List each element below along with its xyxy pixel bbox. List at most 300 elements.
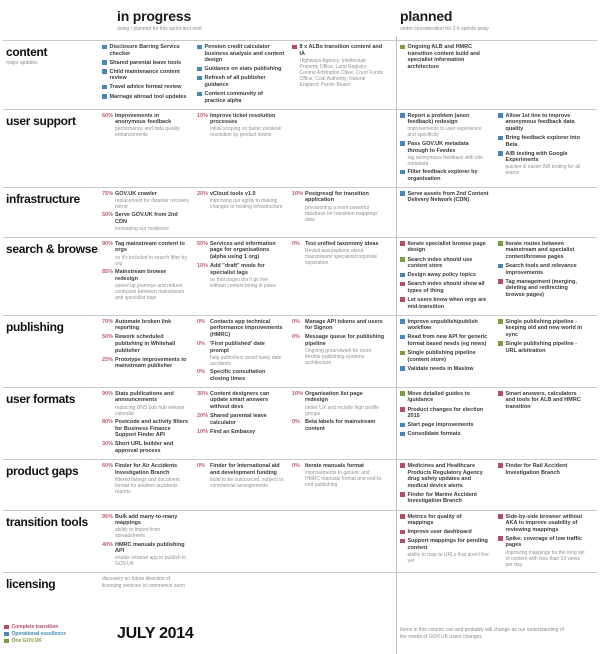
planned-subheading: under consideration for 3-6 sprints away	[400, 26, 489, 32]
category-cell-publishing	[3, 319, 102, 385]
item-title: Improve unpublish/publish workflow	[407, 318, 478, 332]
roadmap-item	[292, 241, 385, 266]
item-title: Metrics for quality of mappings	[407, 513, 462, 527]
item-title: Refresh of all publisher guidance	[204, 75, 266, 88]
item-title: Postcode and activity filters for Business Finance Support Finder API	[115, 419, 189, 439]
roadmap-item	[197, 191, 285, 210]
item-subtext: Initial scoping on faster zendesk resolution by product teams	[210, 126, 282, 139]
item-title: Filter feedback explorer by organisation	[407, 169, 478, 182]
status-square-pink	[292, 45, 297, 50]
status-square-pink	[498, 391, 503, 396]
roadmap-item	[102, 241, 190, 267]
row-licensing	[3, 572, 597, 620]
in-progress-column-3	[292, 463, 392, 508]
status-square-blue	[102, 85, 107, 90]
roadmap-item	[102, 441, 190, 454]
item-subtext: tag anonymous feedback with site metadata	[407, 154, 483, 167]
status-square-blue	[498, 113, 503, 118]
category-label: infrastructure	[6, 191, 80, 206]
item-body	[305, 463, 385, 488]
progress-percent: 0%	[292, 240, 300, 247]
item-body	[115, 441, 190, 454]
roadmap-item	[102, 44, 190, 57]
item-body	[102, 576, 190, 589]
roadmap-item	[102, 542, 190, 568]
planned-column-2	[496, 319, 595, 385]
in-progress-column-2	[197, 391, 292, 457]
item-body	[115, 241, 190, 267]
legend-square	[4, 632, 9, 637]
item-body	[408, 191, 490, 204]
progress-percent: 50%	[102, 212, 114, 219]
item-body	[408, 431, 490, 438]
roadmap-item	[292, 463, 385, 488]
date-label: JULY 2014	[117, 625, 194, 642]
item-body	[210, 429, 285, 436]
status-square-blue	[197, 92, 202, 97]
roadmap-item	[400, 241, 489, 254]
status-square-blue	[102, 60, 107, 65]
row-transition-tools	[3, 510, 597, 572]
in-progress-column-1	[102, 241, 197, 313]
roadmap-item	[102, 84, 190, 91]
item-body	[115, 113, 190, 139]
roadmap-item	[102, 60, 190, 67]
item-body	[110, 94, 191, 101]
progress-percent: 30%	[197, 390, 209, 397]
roadmap-item	[292, 319, 385, 332]
item-body	[110, 60, 191, 67]
roadmap-item	[102, 357, 190, 370]
in-progress-column-1	[102, 44, 197, 107]
item-title: Disclosure Barring Service checker	[109, 44, 180, 57]
item-title: Contacts app technical performance improvements (HMRC)	[210, 318, 283, 338]
item-title: Design away policy topics	[407, 272, 476, 279]
item-title: Content community of practice alpha	[204, 91, 263, 104]
roadmap-item	[197, 319, 285, 339]
planned-column-2	[496, 514, 595, 570]
in-progress-column-1	[102, 191, 197, 235]
in-progress-column-3	[292, 319, 392, 385]
item-title: Tag management (merging, deleting and redirecting browse pages)	[505, 278, 577, 298]
item-subtext: replacement for disaster recovery mirror	[115, 197, 190, 210]
legend-square	[4, 625, 9, 630]
header	[0, 0, 600, 40]
legend-label: One GOV.UK	[11, 638, 42, 644]
status-square-blue	[498, 136, 503, 141]
status-square-blue	[102, 45, 107, 50]
roadmap-item	[400, 319, 489, 332]
category-label: transition tools	[6, 514, 88, 529]
roadmap-item	[292, 191, 385, 223]
status-square-green	[400, 391, 405, 396]
item-title: Ongoing ALB and HMRC transition content build and specialist information architecture	[407, 44, 480, 70]
item-title: Postgresql for transition application	[305, 190, 369, 204]
item-body	[506, 391, 589, 411]
progress-percent: 90%	[102, 240, 114, 247]
category-subtitle: major updates	[6, 60, 38, 66]
item-title: Search index should show all types of thing	[407, 281, 485, 294]
in-progress-heading: in progress	[117, 8, 192, 24]
item-title: Single publishing pipeline - keeping old and new world in sync	[505, 318, 583, 338]
item-body	[115, 419, 190, 439]
roadmap-item	[498, 113, 588, 133]
category-cell-transition-tools	[3, 514, 102, 570]
roadmap-item	[400, 281, 489, 294]
progress-percent: 40%	[102, 541, 114, 548]
item-subtext: so that pages don't go live without content being in place	[210, 276, 276, 289]
item-title: Tag mainstream content to orgs	[115, 240, 185, 254]
progress-percent: 50%	[102, 334, 114, 341]
status-square-pink	[400, 407, 405, 412]
status-square-green	[498, 319, 503, 324]
item-subtext: improvements to generic and HMRC manuals format and end-to-end publishing	[305, 470, 383, 489]
planned-column-1	[392, 191, 496, 235]
item-title: Add "draft" mode for specialist tags	[210, 263, 265, 276]
roadmap-item	[197, 263, 285, 289]
legend-body	[12, 631, 66, 637]
roadmap-item	[197, 369, 285, 382]
roadmap-item	[400, 422, 489, 429]
roadmap-item	[400, 141, 489, 167]
item-subtext: Revisit assumptions about mainstream/ specialist/corporate separation	[305, 247, 377, 266]
item-title: Search tools and relevance improvements	[505, 263, 577, 276]
roadmap-item	[498, 241, 588, 261]
item-body	[210, 463, 285, 489]
item-body	[305, 191, 385, 223]
roadmap-item	[197, 463, 285, 489]
roadmap-item	[102, 319, 190, 332]
item-body	[115, 212, 190, 232]
planned-column-1	[392, 241, 496, 313]
progress-percent: 20%	[197, 190, 209, 197]
item-body	[110, 69, 191, 82]
item-body	[408, 492, 490, 505]
roadmap-item	[498, 151, 588, 177]
item-subtext: increasing our resilience	[115, 226, 169, 233]
item-body	[300, 44, 386, 88]
roadmap-item	[400, 334, 489, 347]
roadmap-item	[498, 263, 588, 276]
in-progress-subheading: doing / planned for this sprint and next	[117, 26, 202, 32]
roadmap-item	[197, 391, 285, 411]
item-body	[506, 113, 589, 133]
status-square-green	[400, 257, 405, 262]
item-body	[408, 272, 490, 279]
item-title: Improve ticket resolution processes	[210, 112, 276, 126]
roadmap-item	[197, 44, 285, 64]
planned-note: Items in this column can and probably will change as our understanding of the needs of GOV.UK users changes	[400, 627, 564, 640]
item-title: Stats publications and announcements	[115, 390, 174, 404]
item-title: Iterate manuals format	[305, 462, 364, 469]
roadmap-item	[197, 413, 285, 426]
progress-percent: 0%	[292, 334, 300, 341]
roadmap-item	[498, 514, 588, 534]
roadmap-item	[102, 334, 190, 354]
roadmap-item	[102, 69, 190, 82]
legend-label: Operational excellence	[11, 631, 66, 637]
planned-column-1	[392, 319, 496, 385]
progress-percent: 85%	[102, 269, 114, 275]
row-content	[3, 40, 597, 109]
item-title: Specific consultation closing times	[210, 369, 266, 382]
item-body	[506, 536, 589, 568]
item-body	[408, 141, 490, 167]
item-title: Serve GOV.UK from 2nd CDN	[115, 212, 178, 225]
column-divider	[396, 36, 397, 654]
status-square-blue	[498, 264, 503, 269]
status-square-green	[498, 241, 503, 246]
roadmap-item	[400, 350, 489, 363]
item-body	[408, 334, 490, 347]
item-body	[408, 44, 490, 70]
category-cell-product-gaps	[3, 463, 102, 508]
status-square-blue	[102, 94, 107, 99]
item-body	[408, 366, 490, 373]
in-progress-column-3	[292, 191, 392, 235]
item-title: Serve assets from 2nd Content Delivery Network (CDN)	[407, 190, 489, 204]
in-progress-header	[117, 8, 202, 32]
in-progress-column-3	[292, 576, 392, 618]
status-square-blue	[102, 69, 107, 74]
roadmap-item	[102, 269, 190, 301]
item-title: GOV.UK crawler	[115, 190, 157, 197]
in-progress-column-3	[292, 44, 392, 107]
item-title: Start page improvements	[407, 422, 474, 429]
category-cell-search-browse	[3, 241, 102, 313]
in-progress-column-1	[102, 319, 197, 385]
status-square-blue	[197, 76, 202, 81]
progress-percent: 60%	[197, 240, 209, 247]
item-body	[506, 135, 589, 148]
row-user-support	[3, 109, 597, 187]
item-body	[115, 357, 190, 370]
status-square-pink	[498, 514, 503, 519]
item-body	[506, 514, 589, 534]
item-subtext: ability to import from spreadsheets	[115, 527, 161, 540]
item-body	[408, 538, 490, 564]
item-title: Services and information page for organisations (alpha using 1 org)	[210, 240, 276, 260]
item-body	[506, 319, 589, 339]
roadmap-item	[102, 463, 190, 495]
item-body	[210, 391, 285, 411]
item-plain-text: discovery on future direction of licensing services to commence soon	[102, 576, 185, 589]
item-body	[408, 514, 490, 527]
status-square-blue	[498, 151, 503, 156]
category-label: user support	[6, 113, 76, 128]
item-body	[210, 191, 285, 210]
item-body	[408, 257, 490, 270]
item-title: A/B testing with Google Experiments	[505, 150, 568, 164]
roadmap-item	[400, 431, 489, 438]
category-cell-content	[3, 44, 102, 107]
item-title: Beta labels for mainstream content	[305, 419, 376, 432]
status-square-pink	[498, 536, 503, 541]
roadmap-rows	[0, 40, 600, 620]
category-label: licensing	[6, 577, 56, 591]
item-body	[210, 241, 285, 261]
item-subtext: build to be outsourced, subject to commercial arrangements	[210, 476, 284, 489]
roadmap-item	[102, 94, 190, 101]
roadmap-item	[400, 191, 489, 204]
legend-item	[4, 631, 66, 637]
in-progress-column-1	[102, 576, 197, 618]
item-title: Consolidate formats	[407, 431, 461, 438]
progress-percent: 10%	[197, 428, 209, 435]
status-square-pink	[400, 530, 405, 535]
item-body	[205, 91, 286, 104]
item-body	[305, 419, 385, 432]
roadmap-item	[498, 135, 588, 148]
progress-percent: 10%	[292, 390, 304, 397]
category-label: search & browse	[6, 241, 98, 256]
item-body	[408, 463, 490, 489]
item-body	[115, 391, 190, 417]
item-title: HMRC manuals publishing API	[115, 541, 185, 555]
item-title: Travel advice format review	[109, 84, 182, 91]
item-title: Spike: coverage of low traffic pages	[505, 535, 582, 549]
planned-column-1	[392, 514, 496, 570]
status-square-blue	[400, 141, 405, 146]
status-square-blue	[400, 432, 405, 437]
item-subtext: Ongoing groundwork for more flexible publishing systems architecture	[305, 348, 372, 367]
planned-column-2	[496, 113, 595, 185]
item-title: Move detailed guides to /guidance	[407, 390, 470, 404]
roadmap-item	[400, 529, 489, 536]
item-title: Read from new API for generic format based needs (eg news)	[407, 334, 488, 347]
footer	[0, 622, 600, 654]
item-body	[110, 84, 191, 91]
category-cell-licensing	[3, 576, 102, 618]
item-body	[210, 369, 285, 382]
progress-percent: 0%	[197, 369, 205, 376]
item-title: Iterate specialist browse page design	[407, 240, 486, 254]
progress-percent: 20%	[197, 413, 209, 420]
status-square-blue	[400, 335, 405, 340]
in-progress-column-1	[102, 391, 197, 457]
roadmap-item	[400, 44, 489, 70]
roadmap-item	[400, 257, 489, 270]
item-body	[408, 241, 490, 254]
item-body	[506, 241, 589, 261]
progress-percent: 10%	[197, 112, 209, 119]
roadmap-item	[498, 319, 588, 339]
progress-percent: 0%	[197, 340, 205, 347]
item-title: Product changes for election 2015	[407, 406, 484, 420]
item-subtext: performance and data quality enhancements	[115, 126, 180, 139]
in-progress-column-2	[197, 463, 292, 508]
roadmap-item	[498, 391, 588, 411]
in-progress-column-3	[292, 391, 392, 457]
legend	[4, 624, 66, 645]
roadmap-item	[400, 391, 489, 404]
roadmap-item	[400, 463, 489, 489]
item-body	[210, 413, 285, 426]
item-subtext: speed up journeys and reduce confusion between mainstream and specialist tags	[115, 282, 185, 301]
item-body	[115, 334, 190, 354]
status-square-green	[498, 341, 503, 346]
item-subtext: improvements to user experience and specificity	[407, 126, 482, 139]
category-cell-user-formats	[3, 391, 102, 457]
status-square-blue	[197, 45, 202, 50]
progress-percent: 0%	[292, 419, 300, 425]
item-title: Finder for Marine Accident Investigation Branch	[407, 491, 477, 505]
item-body	[408, 319, 490, 332]
roadmap-item	[400, 113, 489, 139]
item-subtext: better UX and include high profile groups	[305, 404, 379, 417]
item-body	[115, 319, 190, 332]
item-body	[408, 407, 490, 420]
roadmap-item	[102, 191, 190, 210]
item-title: Report a problem (anon feedback) redesign	[407, 112, 470, 126]
status-square-blue	[400, 191, 405, 196]
roadmap-item	[400, 407, 489, 420]
status-square-pink	[498, 463, 503, 468]
roadmap-item	[292, 334, 385, 366]
category-label: user formats	[6, 391, 76, 406]
status-square-blue	[400, 170, 405, 175]
item-body	[110, 44, 191, 57]
planned-column-1	[392, 113, 496, 185]
item-body	[305, 319, 385, 332]
item-body	[506, 263, 589, 276]
planned-header	[400, 8, 489, 32]
planned-column-1	[392, 576, 496, 618]
status-square-blue	[400, 366, 405, 371]
item-title: Child maintenance content review	[109, 68, 180, 82]
item-body	[408, 422, 490, 429]
progress-percent: 60%	[102, 112, 114, 119]
status-square-blue	[400, 113, 405, 118]
in-progress-column-2	[197, 319, 292, 385]
roadmap-item	[400, 297, 489, 310]
roadmap-item	[498, 463, 588, 476]
roadmap-item	[400, 514, 489, 527]
roadmap-item	[102, 212, 190, 232]
item-subtext: improving mappings for the long tail of content with less than 10 views per day	[505, 549, 585, 568]
item-body	[506, 463, 589, 476]
roadmap-item	[400, 272, 489, 279]
item-title: Automate broken link reporting	[115, 318, 172, 332]
planned-column-2	[496, 44, 595, 107]
progress-percent: 10%	[197, 263, 209, 270]
item-title: Smart answers, calculators and tools for ALB and HMRC transition	[505, 390, 581, 410]
roadmap-item	[197, 75, 285, 88]
item-title: Improvements in anonymous feedback	[115, 112, 172, 126]
planned-column-2	[496, 391, 595, 457]
in-progress-column-2	[197, 113, 292, 185]
progress-percent: 75%	[102, 190, 114, 197]
item-body	[210, 263, 285, 289]
roadmap-item	[498, 341, 588, 354]
roadmap-item	[102, 514, 190, 540]
roadmap-item	[400, 366, 489, 373]
row-search-browse	[3, 237, 597, 315]
item-body	[408, 281, 490, 294]
item-body	[210, 113, 285, 139]
category-cell-infrastructure	[3, 191, 102, 235]
roadmap-item	[102, 576, 190, 589]
category-label: product gaps	[6, 463, 79, 478]
item-title: Marriage abroad tool updates	[109, 93, 187, 100]
item-body	[305, 334, 385, 366]
item-body	[115, 514, 190, 540]
item-body	[408, 297, 490, 310]
row-user-formats	[3, 387, 597, 459]
item-title: Side-by-side browser without AKA to improve usability of reviewing mappings	[505, 513, 583, 533]
item-body	[115, 463, 190, 495]
progress-percent: 0%	[197, 462, 205, 469]
